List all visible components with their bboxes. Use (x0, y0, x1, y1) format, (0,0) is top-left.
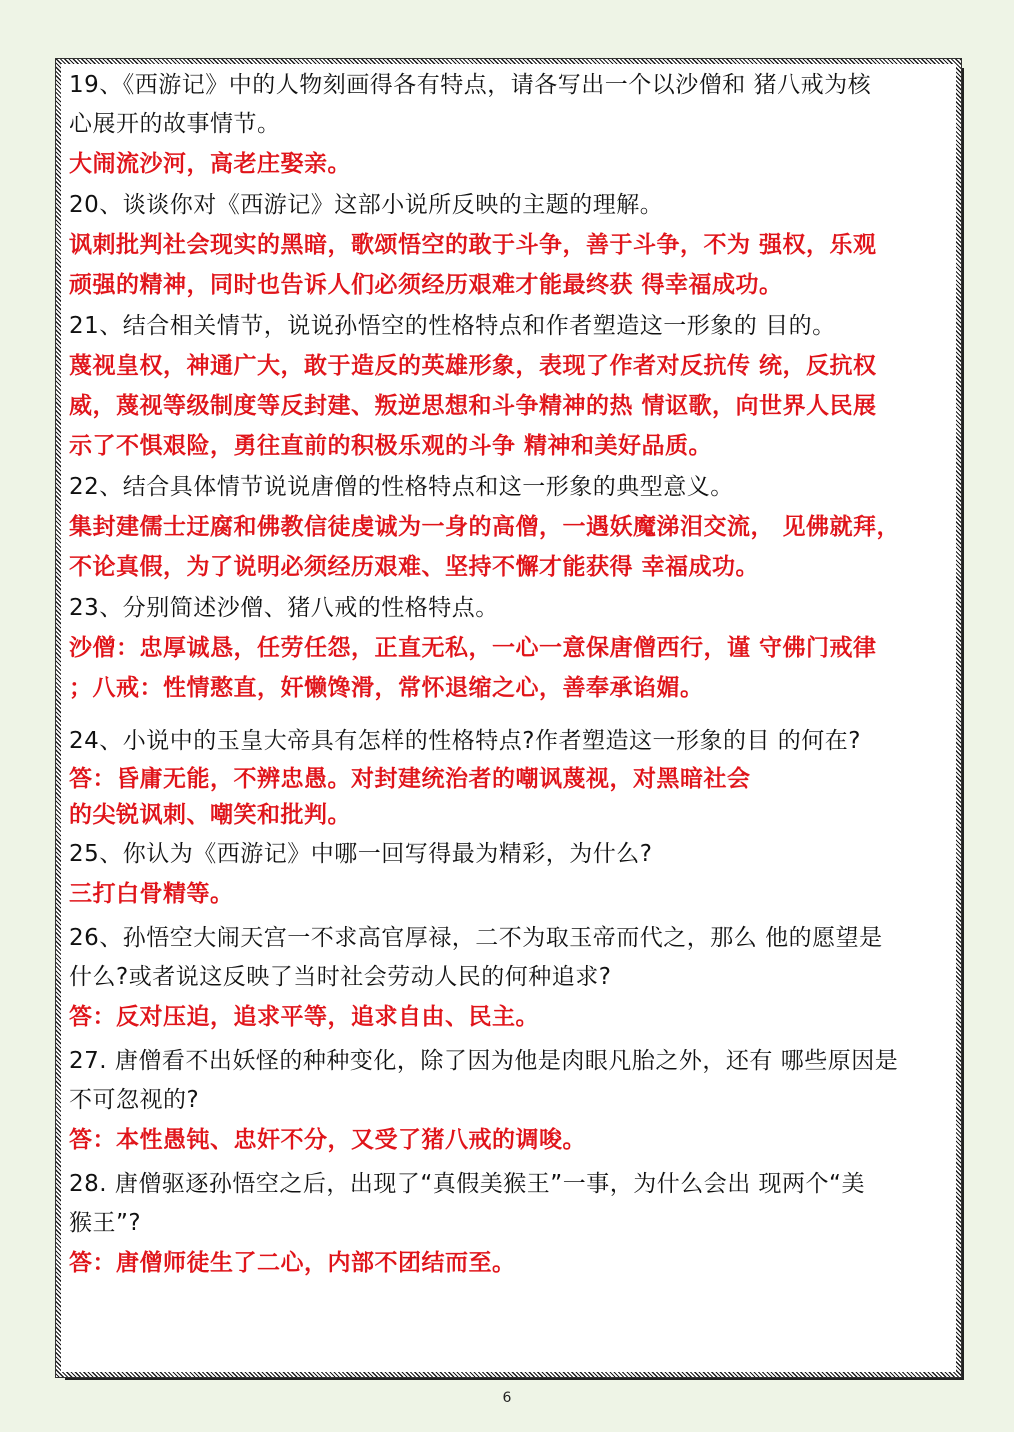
qa-item-26 (69, 919, 946, 1037)
question-28-line-1: 28. 唐僧驱逐孙悟空之后，出现了“真假美猴王”一事，为什么会出 现两个“美 (69, 1171, 865, 1197)
question-28-line-2: 猴王”? (69, 1210, 142, 1236)
answer-22-line-1: 集封建儒士迂腐和佛教信徒虔诚为一身的高僧，一遇妖魔涕泪交流， 见佛就拜， (69, 514, 901, 540)
answer-28-line-1: 答：唐僧师徒生了二心，内部不团结而至。 (69, 1250, 516, 1276)
question-26-line-2: 什么?或者说这反映了当时社会劳动人民的何种追求? (69, 964, 612, 990)
qa-item-20 (69, 186, 946, 305)
answer-24-line-1: 答：昏庸无能，不辨忠愚。对封建统治者的嘲讽蔑视，对黑暗社会 (69, 766, 751, 792)
qa-item-22 (69, 468, 946, 587)
answer-21-line-3: 示了不惧艰险，勇往直前的积极乐观的斗争 精神和美好品质。 (69, 433, 713, 459)
question-26-line-1: 26、孙悟空大闹天宫一不求高官厚禄，二不为取玉帝而代之，那么 他的愿望是 (69, 925, 883, 951)
qa-item-24 (69, 722, 946, 833)
qa-list (69, 66, 946, 1283)
qa-item-23 (69, 589, 946, 708)
qa-item-25 (69, 835, 946, 914)
question-20-line-1: 20、谈谈你对《西游记》这部小说所反映的主题的理解。 (69, 192, 664, 218)
answer-19-line-1: 大闹流沙河，高老庄娶亲。 (69, 151, 351, 177)
answer-20-line-1: 讽刺批判社会现实的黑暗，歌颂悟空的敢于斗争，善于斗争，不为 强权，乐观 (69, 232, 877, 258)
qa-item-28 (69, 1165, 946, 1283)
answer-20-line-2: 顽强的精神，同时也告诉人们必须经历艰难才能最终获 得幸福成功。 (69, 272, 783, 298)
qa-item-21 (69, 307, 946, 466)
answer-21-line-2: 威，蔑视等级制度等反封建、叛逆思想和斗争精神的热 情讴歌，向世界人民展 (69, 393, 877, 419)
answer-21-line-1: 蔑视皇权，神通广大，敢于造反的英雄形象，表现了作者对反抗传 统，反抗权 (69, 353, 877, 379)
question-19-line-2: 心展开的故事情节。 (69, 111, 281, 137)
question-25-line-1: 25、你认为《西游记》中哪一回写得最为精彩，为什么? (69, 841, 653, 867)
question-27-line-1: 27. 唐僧看不出妖怪的种种变化，除了因为他是肉眼凡胎之外，还有 哪些原因是 (69, 1048, 899, 1074)
answer-23-line-1: 沙僧：忠厚诚恳，任劳任怨，正直无私，一心一意保唐僧西行，谨 守佛门戒律 (69, 635, 877, 661)
page-number: 6 (502, 1390, 512, 1406)
answer-22-line-2: 不论真假，为了说明必须经历艰难、坚持不懈才能获得 幸福成功。 (69, 554, 760, 580)
answer-23-line-2: ；八戒：性情憨直，奸懒馋滑，常怀退缩之心，善奉承谄媚。 (69, 675, 704, 701)
bordered-content-frame (55, 58, 962, 1378)
question-24-line-1: 24、小说中的玉皇大帝具有怎样的性格特点?作者塑造这一形象的目 的何在? (69, 728, 861, 754)
answer-24-line-2: 的尖锐讽刺、嘲笑和批判。 (69, 802, 351, 828)
question-19-line-1: 19、《西游记》中的人物刻画得各有特点，请各写出一个以沙僧和 猪八戒为核 (69, 72, 872, 98)
answer-27-line-1: 答：本性愚钝、忠奸不分，又受了猪八戒的调唆。 (69, 1127, 586, 1153)
question-23-line-1: 23、分别简述沙僧、猪八戒的性格特点。 (69, 595, 499, 621)
answer-25-line-1: 三打白骨精等。 (69, 881, 234, 907)
question-21-line-1: 21、结合相关情节，说说孙悟空的性格特点和作者塑造这一形象的 目的。 (69, 313, 836, 339)
qa-item-27 (69, 1042, 946, 1160)
question-27-line-2: 不可忽视的? (69, 1087, 200, 1113)
question-22-line-1: 22、结合具体情节说说唐僧的性格特点和这一形象的典型意义。 (69, 474, 734, 500)
qa-item-19 (69, 66, 946, 184)
answer-26-line-1: 答：反对压迫，追求平等，追求自由、民主。 (69, 1004, 539, 1030)
